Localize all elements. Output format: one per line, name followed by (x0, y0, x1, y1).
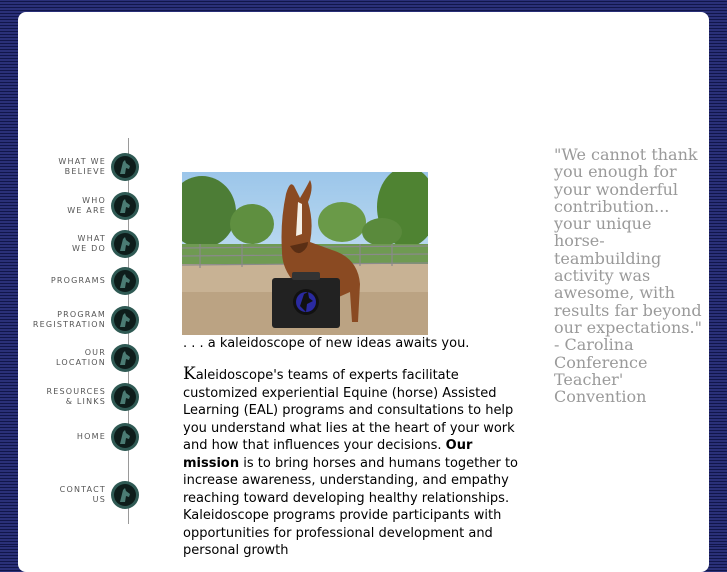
intro-text-2: is to bring horses and humans together to increase awareness, understanding, and empathy reaching toward developing healthy relationships. Kaleidoscope programs provide participants with opportunities for professional development and personal growth (183, 455, 519, 558)
horse-head-icon (110, 305, 140, 335)
horse-head-icon (110, 229, 140, 259)
nav-label: PROGRAMS (50, 276, 106, 285)
photo-caption: . . . a kaleidoscope of new ideas awaits you. (183, 336, 470, 351)
nav-label: WHAT WE DO (72, 234, 106, 253)
mission-label: Our mission (183, 438, 473, 471)
horse-head-icon (110, 382, 140, 412)
nav-our-location[interactable] (20, 341, 140, 375)
horse-head-icon (110, 480, 140, 510)
nav-what-we-do[interactable] (20, 227, 140, 261)
horse-head-icon (110, 266, 140, 296)
nav-label: HOME (76, 432, 106, 441)
nav-what-we-believe[interactable] (20, 150, 140, 184)
testimonial-attribution: - Carolina Conference Teacher' Convention (554, 335, 648, 407)
drop-cap: K (183, 364, 196, 384)
intro-paragraph (183, 366, 531, 560)
nav-label: CONTACT US (59, 485, 106, 504)
nav-label: RESOURCES & LINKS (46, 387, 106, 406)
nav-programs[interactable] (20, 264, 140, 298)
nav-label: PROGRAM REGISTRATION (32, 310, 106, 329)
horse-photo (182, 172, 428, 335)
horse-head-icon (110, 191, 140, 221)
nav-home[interactable] (20, 420, 140, 454)
nav-program-registration[interactable] (20, 303, 140, 337)
intro-text-1: aleidoscope's teams of experts facilitate customized experiential Equine (horse) Assisted Learning (EAL) programs and consultations to help you understand what lies at the heart of your work and how that influences your decisions. (183, 368, 515, 453)
nav-resources-links[interactable] (20, 380, 140, 414)
horse-head-icon (110, 343, 140, 373)
testimonial-quote: "We cannot thank you enough for your wonderful contribution... your unique horse-teambuilding activity was awesome, with results far beyond our expectations." (554, 145, 702, 337)
nav-label: OUR LOCATION (55, 348, 106, 367)
horse-head-icon (110, 422, 140, 452)
nav-label: WHAT WE BELIEVE (58, 157, 106, 176)
nav-contact-us[interactable] (20, 478, 140, 512)
nav-who-we-are[interactable] (20, 189, 140, 223)
nav-label: WHO WE ARE (67, 196, 106, 215)
horse-head-icon (110, 152, 140, 182)
testimonial (554, 146, 704, 405)
